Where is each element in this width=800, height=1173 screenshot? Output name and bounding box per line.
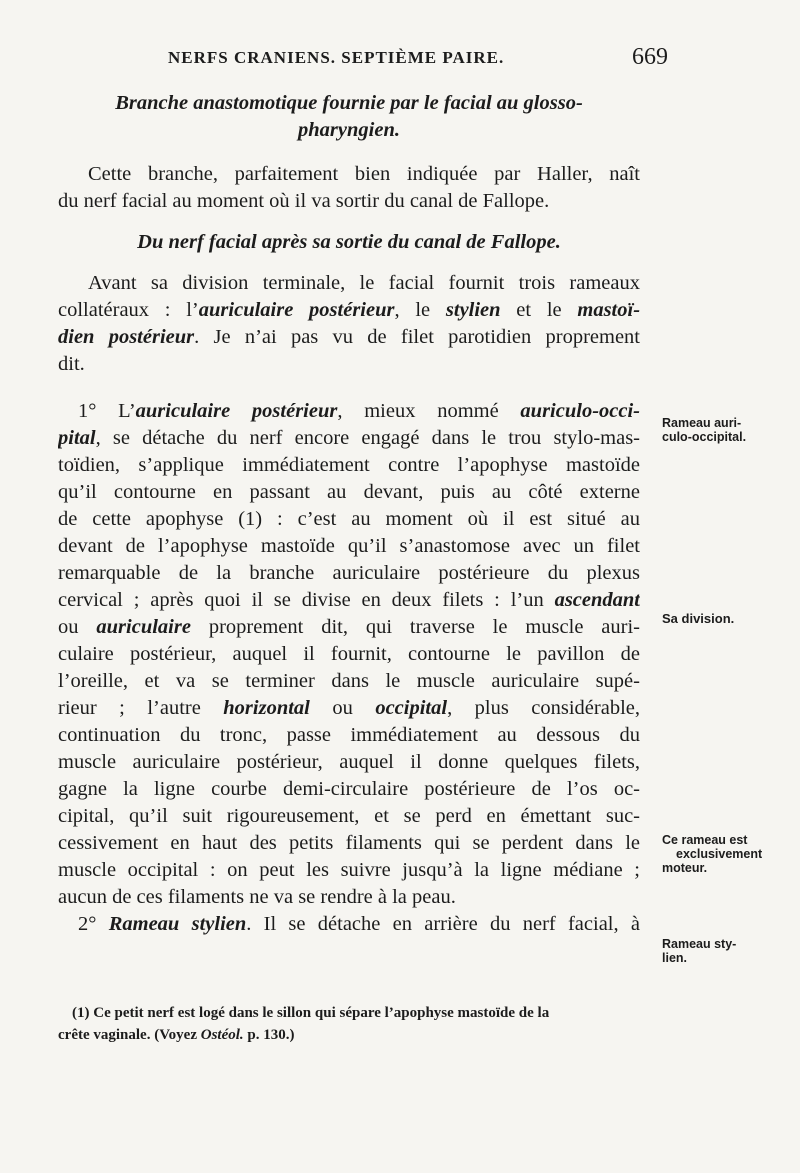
text-line: dit.	[58, 353, 85, 375]
text-line: rieur ; l’autre horizontal ou occipital, plus considérable,	[58, 697, 640, 719]
margin-note-stylien: Rameau sty- lien.	[662, 937, 737, 965]
text-line: 1° L’auriculaire postérieur, mieux nommé auriculo-occi-	[78, 400, 640, 422]
section-heading: Du nerf facial après sa sortie du canal de Fallope.	[137, 231, 561, 253]
text-line: cipital, qu’il suit rigoureusement, et se perd en émettant suc-	[58, 805, 640, 827]
text-line: remarquable de la branche auriculaire postérieure du plexus	[58, 562, 640, 584]
section-heading-cont: pharyngien.	[298, 119, 400, 141]
text-line: cervical ; après quoi il se divise en deux filets : l’un ascendant	[58, 589, 640, 611]
text-line: aucun de ces filaments ne va se rendre à la peau.	[58, 886, 456, 908]
text-line: de cette apophyse (1) : c’est au moment où il est situé au	[58, 508, 640, 530]
text-line: collatéraux : l’auriculaire postérieur, le stylien et le mastoï-	[58, 299, 640, 321]
text-line: pital, se détache du nerf encore engagé dans le trou stylo-mas-	[58, 427, 640, 449]
header-title: NERFS CRANIENS. SEPTIÈME PAIRE.	[168, 48, 505, 67]
section-heading: Branche anastomotique fournie par le facial au glosso-	[115, 92, 583, 114]
text-line: continuation du tronc, passe immédiatement au dessous du	[58, 724, 640, 746]
text-line: muscle occipital : on peut les suivre jusqu’à la ligne médiane ;	[58, 859, 640, 881]
text-line: ou auriculaire proprement dit, qui traverse le muscle auri-	[58, 616, 640, 638]
margin-note-auriculo-occipital: Rameau auri- culo-occipital.	[662, 416, 747, 444]
text-line: dien postérieur. Je n’ai pas vu de filet parotidien proprement	[58, 326, 640, 348]
text-line: l’oreille, et va se terminer dans le muscle auriculaire supé-	[58, 670, 640, 692]
text-line: Avant sa division terminale, le facial fournit trois rameaux	[88, 272, 640, 294]
margin-note-division: Sa division.	[662, 611, 735, 626]
text-line: qu’il contourne en passant au devant, puis au côté externe	[58, 481, 640, 503]
text-line: Cette branche, parfaitement bien indiquée par Haller, naît	[88, 163, 640, 185]
text-line: du nerf facial au moment où il va sortir du canal de Fallope.	[58, 190, 550, 212]
running-header	[58, 44, 668, 74]
text-line: cessivement en haut des petits filaments qui se perdent dans le	[58, 832, 640, 854]
main-text	[58, 90, 640, 938]
text-line: gagne la ligne courbe demi-circulaire postérieure de l’os oc-	[58, 778, 640, 800]
text-line: culaire postérieur, auquel il fournit, contourne le pavillon de	[58, 643, 640, 665]
margin-note-moteur: Ce rameau est exclusivement moteur.	[662, 833, 763, 875]
text-line: 2° Rameau stylien. Il se détache en arrière du nerf facial, à	[78, 913, 640, 935]
text-line: devant de l’apophyse mastoïde qu’il s’anastomose avec un filet	[58, 535, 640, 557]
text-line: muscle auriculaire postérieur, auquel il donne quelques filets,	[58, 751, 640, 773]
footnote	[58, 1002, 642, 1046]
text-line: toïdien, s’applique immédiatement contre l’apophyse mastoïde	[58, 454, 640, 476]
footnote-line: crête vaginale. (Voyez Ostéol. p. 130.)	[58, 1027, 295, 1043]
footnote-line: (1) Ce petit nerf est logé dans le sillon qui sépare l’apophyse mastoïde de la	[72, 1005, 550, 1021]
page-number: 669	[632, 44, 668, 70]
